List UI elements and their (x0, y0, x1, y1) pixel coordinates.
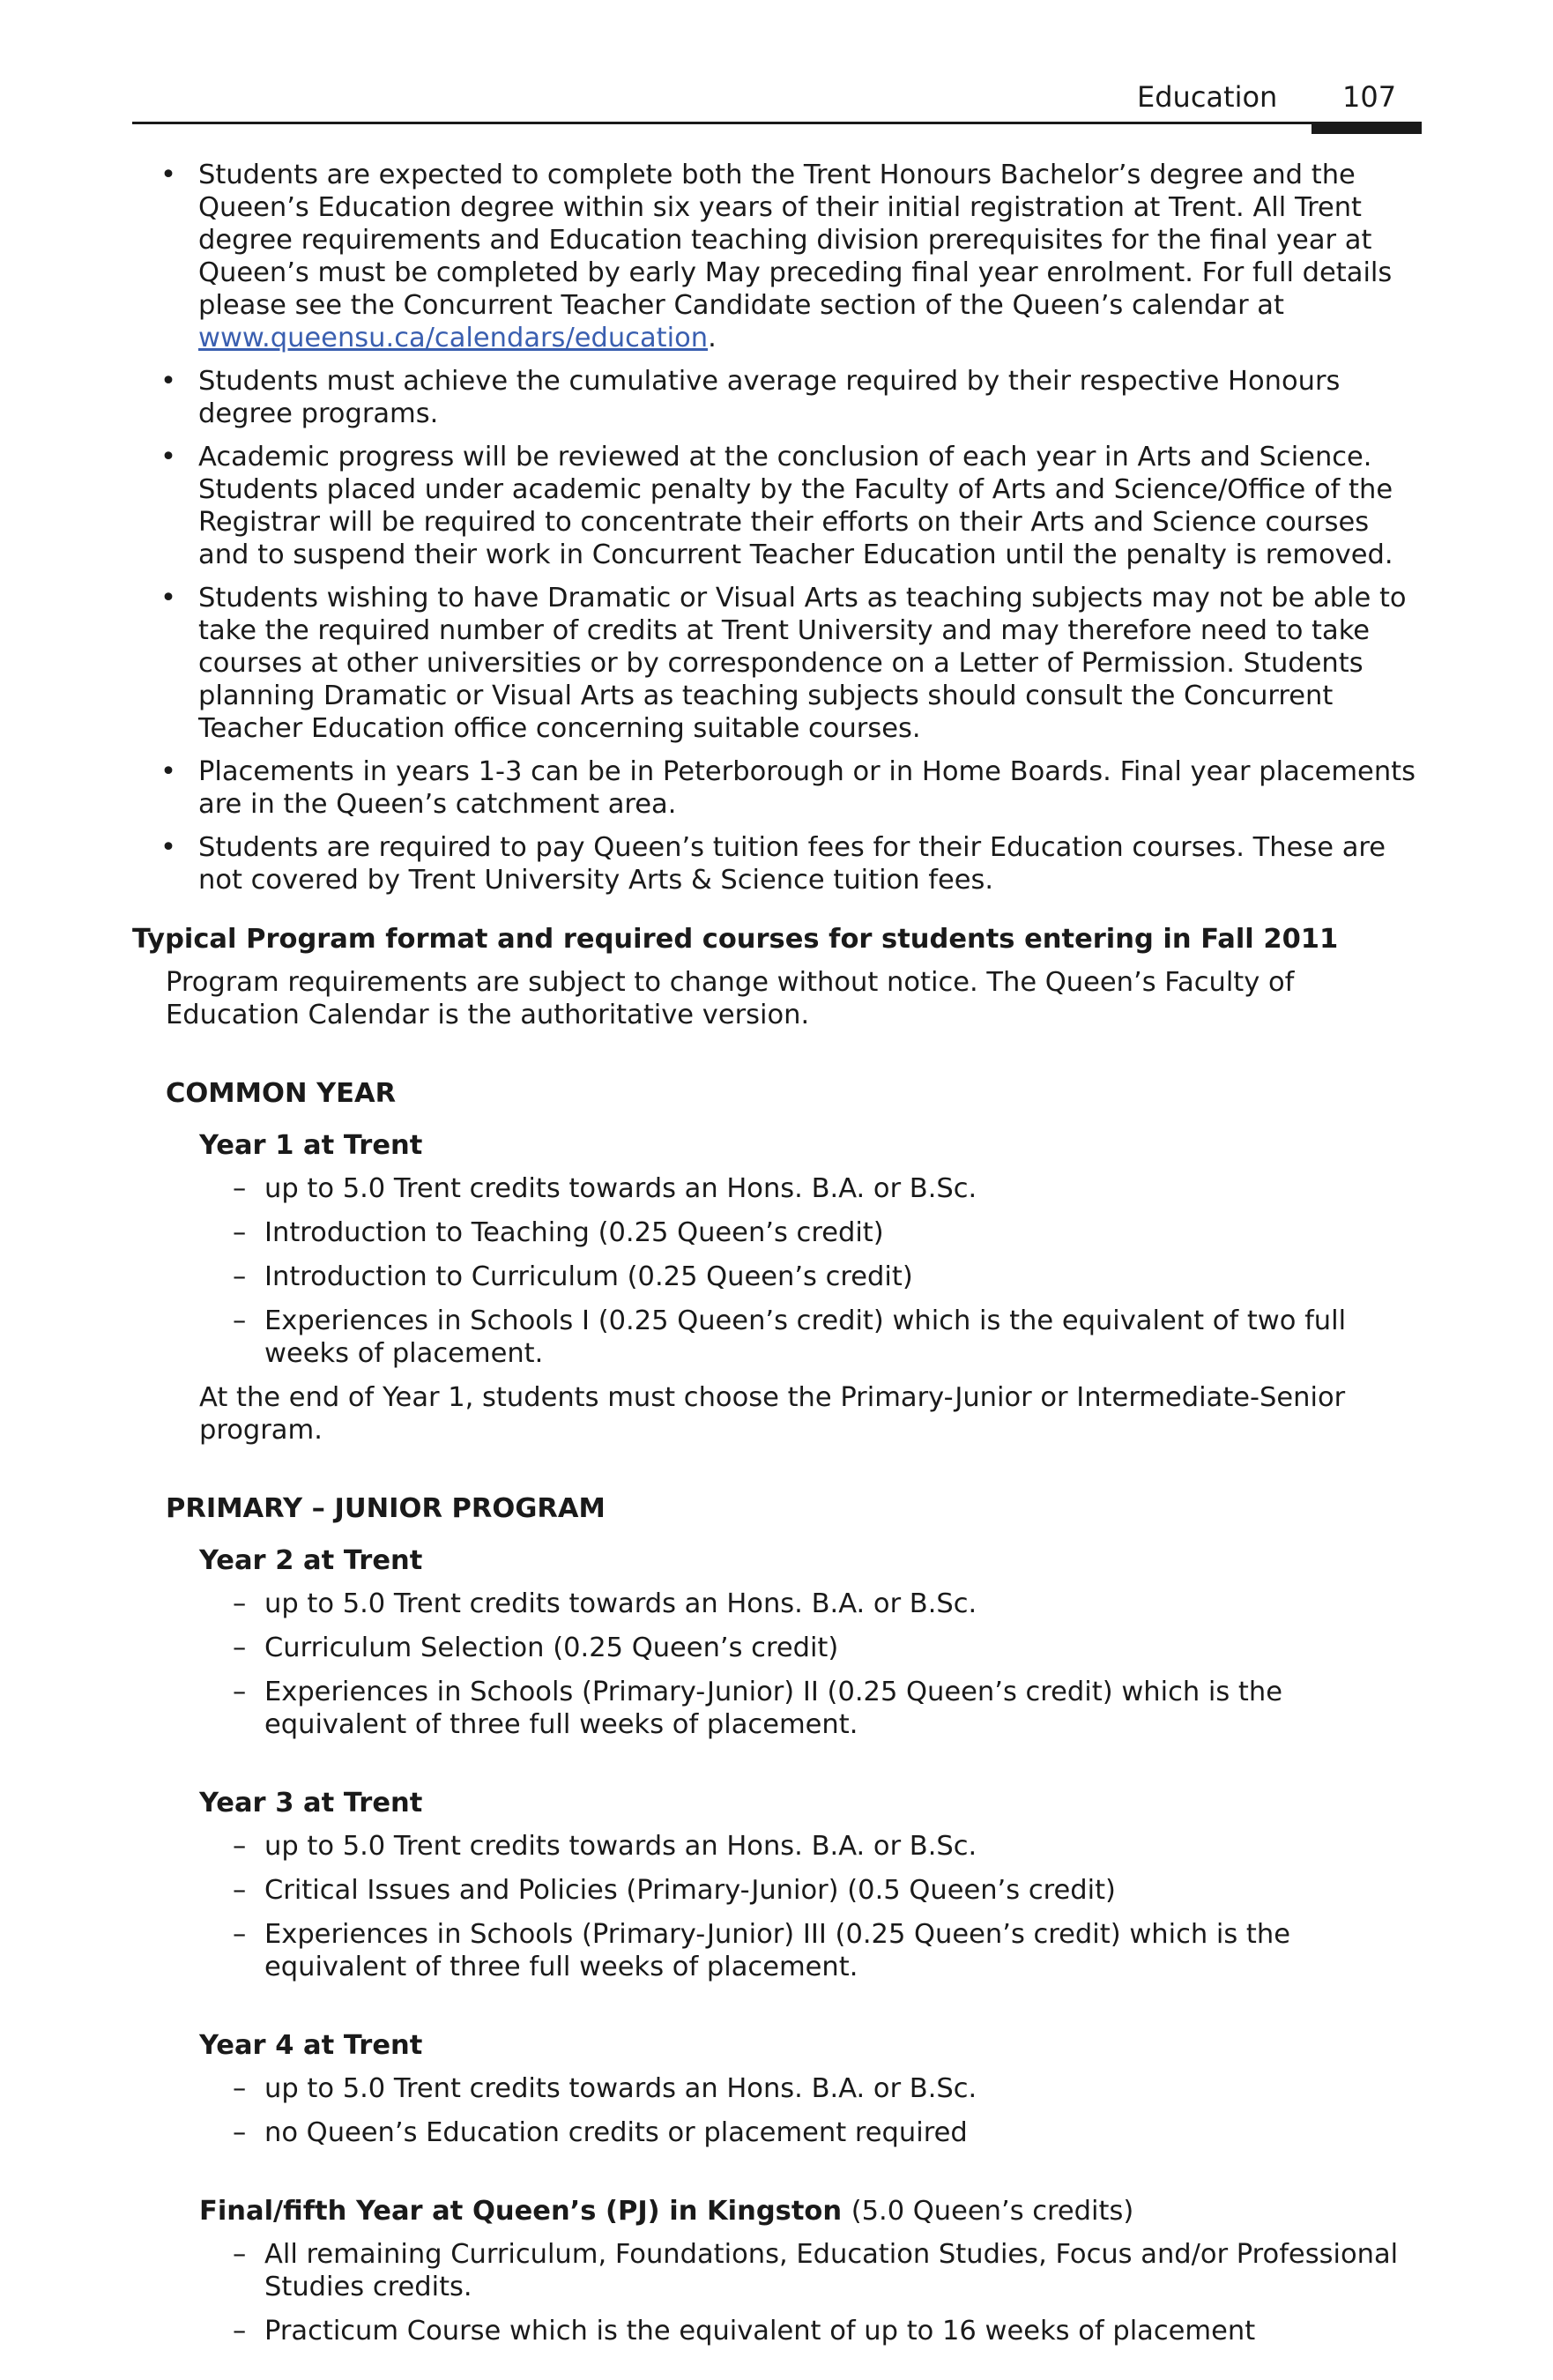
final-year-courses (132, 2238, 1428, 2347)
list-item: – up to 5.0 Trent credits towards an Hons. B.A. or B.Sc. (132, 2072, 1428, 2105)
list-item: – Experiences in Schools (Primary-Junior) III (0.25 Queen’s credit) which is the equivalent of three full weeks of placement. (132, 1918, 1428, 1983)
list-item: – Curriculum Selection (0.25 Queen’s credit) (132, 1632, 1428, 1664)
list-item: – All remaining Curriculum, Foundations, Education Studies, Focus and/or Professional Studies credits. (132, 2238, 1428, 2303)
requirements-list (132, 159, 1428, 896)
list-item: • Placements in years 1-3 can be in Peterborough or in Home Boards. Final year placements are in the Queen’s catchment area. (132, 755, 1428, 821)
year-4-title: Year 4 at Trent (199, 2030, 423, 2061)
page-number: 107 (1342, 80, 1397, 114)
final-year-credits: (5.0 Queen’s credits) (851, 2196, 1134, 2227)
list-item: • Academic progress will be reviewed at the conclusion of each year in Arts and Science. Students placed under academic penalty by the Faculty of Arts and Science/Office of the Registrar will be required to concentrate their efforts on their Arts and Science courses and to suspend their work in Concurrent Teacher Education until the penalty is removed. (132, 441, 1428, 571)
list-item: • Students are required to pay Queen’s tuition fees for their Education courses. These are not covered by Trent University Arts & Science tuition fees. (132, 831, 1428, 896)
page-content (132, 159, 1428, 2359)
list-item: • Students wishing to have Dramatic or Visual Arts as teaching subjects may not be able to take the required number of credits at Trent University and may therefore need to take courses at other universities or by correspondence on a Letter of Permission. Students planning Dramatic or Visual Arts as teaching subjects should consult the Concurrent Teacher Education office concerning suitable courses. (132, 582, 1428, 745)
list-item: • Students must achieve the cumulative average required by their respective Honours degree programs. (132, 365, 1428, 430)
calendar-link[interactable]: www.queensu.ca/calendars/education (198, 323, 709, 353)
list-item: – Practicum Course which is the equivalent of up to 16 weeks of placement (132, 2315, 1428, 2347)
common-year-heading: COMMON YEAR (166, 1078, 397, 1109)
list-item: – Introduction to Teaching (0.25 Queen’s credit) (132, 1216, 1428, 1249)
final-year-title: Final/fifth Year at Queen’s (PJ) in Kingston (199, 2196, 843, 2227)
year-4-courses (132, 2072, 1428, 2149)
year-1-title: Year 1 at Trent (199, 1130, 423, 1161)
header-section-title: Education (1137, 80, 1278, 114)
bullet-text: Students are expected to complete both the Trent Honours Bachelor’s degree and the Queen’s Education degree within six years of their initial registration at Trent. All Trent degree requirements and Education teaching division prerequisites for the final year at Queen’s must be completed by early May preceding final year enrolment. For full details please see the Concurrent Teacher Candidate section of the Queen’s calendar at (198, 160, 1393, 321)
year-3-title: Year 3 at Trent (199, 1788, 423, 1818)
bullet-suffix: . (708, 323, 717, 353)
program-section-title: Typical Program format and required courses for students entering in Fall 2011 (132, 924, 1339, 955)
list-item: – Experiences in Schools (Primary-Junior) II (0.25 Queen’s credit) which is the equivalent of three full weeks of placement. (132, 1676, 1428, 1741)
pj-program-heading: PRIMARY – JUNIOR PROGRAM (166, 1493, 606, 1524)
final-year-heading (132, 2195, 1428, 2228)
list-item: – no Queen’s Education credits or placement required (132, 2116, 1428, 2149)
header-rule (132, 122, 1422, 124)
list-item: – Introduction to Curriculum (0.25 Queen’s credit) (132, 1261, 1428, 1293)
list-item: – up to 5.0 Trent credits towards an Hons. B.A. or B.Sc. (132, 1830, 1428, 1863)
year-3-courses (132, 1830, 1428, 1983)
list-item: – up to 5.0 Trent credits towards an Hons. B.A. or B.Sc. (132, 1172, 1428, 1205)
year-1-courses (132, 1172, 1428, 1370)
year-2-title: Year 2 at Trent (199, 1545, 423, 1576)
header-rule-tab (1312, 122, 1422, 134)
list-item: – Experiences in Schools I (0.25 Queen’s credit) which is the equivalent of two full weeks of placement. (132, 1305, 1428, 1370)
program-section-note: Program requirements are subject to change without notice. The Queen’s Faculty of Education Calendar is the authoritative version. (166, 967, 1295, 1030)
list-item: – up to 5.0 Trent credits towards an Hons. B.A. or B.Sc. (132, 1588, 1428, 1620)
year-1-note: At the end of Year 1, students must choose the Primary-Junior or Intermediate-Senior program. (199, 1382, 1346, 1446)
list-item (132, 159, 1428, 354)
year-2-courses (132, 1588, 1428, 1741)
list-item: – Critical Issues and Policies (Primary-Junior) (0.5 Queen’s credit) (132, 1874, 1428, 1907)
